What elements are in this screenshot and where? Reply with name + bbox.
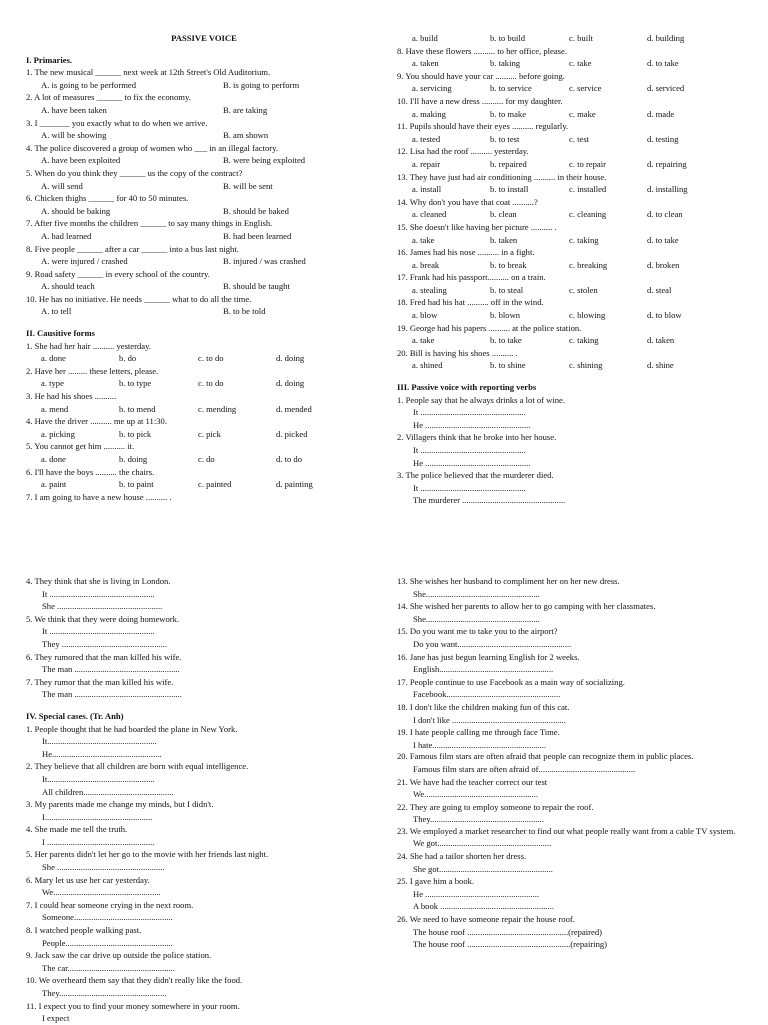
answer-line: The murderer ................................................ — [413, 495, 566, 506]
option-label: a. stealing — [412, 284, 447, 295]
option-label: c. pick — [198, 428, 221, 439]
option-row — [26, 79, 382, 92]
answer-line: All children.......................................... — [42, 786, 174, 797]
option-row — [397, 309, 747, 322]
option-row — [397, 359, 747, 372]
question-text: 7. They rumor that the man killed his wife. — [26, 676, 174, 687]
option-label: d. repairing — [647, 158, 687, 169]
section-3-list — [397, 394, 747, 507]
option-label: a. paint — [41, 479, 67, 490]
option-label: a. done — [41, 353, 66, 364]
option-label: c. to do — [198, 353, 224, 364]
option-label: b. do — [119, 353, 137, 364]
answer-line: It ................................................. — [413, 482, 526, 493]
option-label: c. taking — [569, 234, 599, 245]
option-label: d. to blow — [647, 310, 682, 321]
answer-line: Facebook..................................................... — [413, 689, 561, 700]
question-text: 11. Pupils should have their eyes .......... regularly. — [397, 121, 569, 132]
option-row — [26, 453, 382, 466]
answer-line: I .................................................. — [42, 836, 155, 847]
option-label: d. steal — [647, 284, 672, 295]
option-label: c. installed — [569, 184, 607, 195]
option-label: d. building — [647, 33, 685, 43]
option-row — [26, 104, 382, 117]
answer-line: She..................................................... — [413, 588, 540, 599]
option-row — [397, 32, 747, 45]
option-label: a. servicing — [412, 83, 452, 94]
question-text: 7. I could hear someone crying in the next room. — [26, 899, 194, 910]
question-text: 5. When do you think they ______ us the copy of the contract? — [26, 167, 243, 178]
option-label: b. to make — [490, 108, 527, 119]
question-text: 19. George had his papers .......... at the police station. — [397, 322, 582, 333]
question-text: 9. Jack saw the car drive up outside the police station. — [26, 950, 212, 961]
option-label: b. to test — [490, 133, 520, 144]
option-label: b. blown — [490, 310, 521, 321]
answer-line: She got..................................................... — [413, 863, 553, 874]
option-label: c. blowing — [569, 310, 606, 321]
answer-line: People.................................................. — [42, 937, 173, 948]
question-text: 16. Jane has just begun learning English for 2 weeks. — [397, 651, 580, 662]
answer-line: A book ..................................................... — [413, 901, 555, 912]
answer-line: We..................................................... — [413, 789, 539, 800]
option-label: c. stolen — [569, 284, 598, 295]
option-row — [26, 478, 382, 491]
option-label: b. taking — [490, 58, 521, 69]
option-row — [397, 334, 747, 347]
option-row — [26, 255, 382, 268]
option-label: c. painted — [198, 479, 232, 490]
option-row — [26, 352, 382, 365]
question-text: 2. A lot of measures ______ to fix the economy. — [26, 92, 191, 103]
option-label: d. to take — [647, 234, 679, 245]
question-text: 13. They have just had air conditioning .......... in their house. — [397, 171, 607, 182]
question-text: 4. The police discovered a group of women who ___ in an illegal factory. — [26, 142, 279, 153]
answer-line: He................................................... — [42, 748, 162, 759]
option-label: A. will be showing — [41, 130, 107, 141]
option-label: b. to mend — [119, 403, 156, 414]
option-row — [26, 180, 382, 193]
question-text: 18. Fred had his hat .......... off in the wind. — [397, 297, 544, 308]
question-text: 3. The police believed that the murderer died. — [397, 470, 554, 481]
option-label: a. type — [41, 378, 64, 389]
option-label: a. blow — [412, 310, 438, 321]
option-label: d. to clean — [647, 209, 683, 220]
option-label: b. to build — [490, 33, 526, 43]
section-1-heading: I. Primaries. — [26, 54, 73, 65]
answer-line: I hate..................................................... — [413, 739, 547, 750]
option-row — [26, 205, 382, 218]
section-1-list — [26, 66, 382, 318]
option-label: B. injured / was crashed — [223, 256, 306, 267]
option-label: A. to tell — [41, 306, 72, 317]
question-text: 5. We think that they were doing homework. — [26, 613, 180, 624]
option-label: d. installing — [647, 184, 688, 195]
option-label: A. will send — [41, 180, 83, 191]
option-row — [26, 305, 382, 318]
option-label: B. should be baked — [223, 205, 289, 216]
question-text: 3. My parents made me change my minds, but I didn't. — [26, 799, 214, 810]
option-label: b. clean — [490, 209, 517, 220]
option-label: c. to do — [198, 378, 224, 389]
option-label: b. to pick — [119, 428, 152, 439]
option-label: d. to do — [276, 454, 303, 464]
question-text: 16. James had his nose .......... in a fight. — [397, 247, 535, 258]
option-label: B. to be told — [223, 306, 266, 317]
option-label: c. do — [198, 454, 215, 464]
option-label: c. breaking — [569, 259, 608, 270]
question-text: 26. We need to have someone repair the house roof. — [397, 914, 575, 925]
option-label: A. have been taken — [41, 104, 107, 115]
answer-line: We.................................................. — [42, 887, 161, 898]
option-label: a. taken — [412, 58, 439, 69]
question-text: 8. Have these flowers .......... to her office, please. — [397, 45, 567, 56]
answer-line: She..................................................... — [413, 613, 540, 624]
question-20: 20. Famous film stars are often afraid that people can recognize them in public places. — [397, 751, 694, 762]
option-label: d. to take — [647, 58, 679, 69]
question-text: 10. I'll have a new dress .......... for my daughter. — [397, 95, 563, 106]
question-text: 4. Have the driver .......... me up at 11:30. — [26, 416, 167, 427]
lower-left-exercises — [26, 575, 382, 701]
question-text: 21. We have had the teacher correct our test — [397, 776, 548, 787]
option-label: A. is going to be performed — [41, 79, 136, 90]
option-label: b. to service — [490, 83, 532, 94]
option-label: B. are taking — [223, 104, 268, 115]
question-text: 10. He has no initiative. He needs ______ what to do all the time. — [26, 293, 252, 304]
option-label: a. take — [412, 335, 435, 346]
option-label: A. have been exploited — [41, 155, 121, 166]
option-row — [397, 82, 747, 95]
question-text: 6. They rumored that the man killed his wife. — [26, 651, 182, 662]
question-text: 10. We overheard them say that they didn't really like the food. — [26, 975, 243, 986]
question-text: 4. They think that she is living in London. — [26, 576, 171, 586]
option-row — [397, 183, 747, 196]
option-label: A. should teach — [41, 281, 95, 292]
option-row — [397, 108, 747, 121]
option-label: c. test — [569, 133, 590, 144]
option-row — [397, 133, 747, 146]
answer-line: They..................................................... — [413, 814, 544, 825]
question-text: 14. Why don't you have that coat ..........? — [397, 196, 538, 207]
section-2-list — [26, 340, 382, 491]
option-label: d. doing — [276, 353, 305, 364]
answer-line: It ................................................. — [42, 588, 155, 599]
option-row — [26, 377, 382, 390]
section-2-heading: II. Causitive forms — [26, 328, 95, 339]
option-row — [397, 57, 747, 70]
option-row — [397, 234, 747, 247]
option-row — [26, 129, 382, 142]
option-label: a. shined — [412, 360, 443, 371]
lower-left-column — [26, 575, 382, 1025]
option-label: a. picking — [41, 428, 75, 439]
question-text: 17. People continue to use Facebook as a main way of socializing. — [397, 676, 625, 687]
option-label: a. tested — [412, 133, 441, 144]
question-text: 7. After five months the children ______ to say many things in English. — [26, 218, 273, 229]
option-row — [397, 284, 747, 297]
question-text: 13. She wishes her husband to compliment her on her new dress. — [397, 576, 620, 586]
answer-line: I expect — [42, 1013, 70, 1024]
section-2-continued-list — [397, 45, 747, 372]
question-text: 15. She doesn't like having her picture .......... . — [397, 221, 557, 232]
option-label: d. broken — [647, 259, 680, 270]
option-label: d. taken — [647, 335, 675, 346]
answer-line: The man .................................................. — [42, 689, 182, 700]
option-label: c. mending — [198, 403, 237, 414]
option-label: d. made — [647, 108, 675, 119]
option-label: b. to install — [490, 184, 529, 195]
option-label: c. cleaning — [569, 209, 607, 220]
answer-line: She .................................................. — [42, 862, 165, 873]
question-text: 6. Mary let us use her car yesterday. — [26, 874, 150, 885]
question-text: 2. Have her ......... these letters, please. — [26, 365, 159, 376]
question-text: 5. You cannot get him .......... it. — [26, 441, 135, 452]
answer-line: She ................................................. — [42, 601, 163, 612]
option-label: c. taking — [569, 335, 599, 346]
question-text: 19. I hate people calling me through face Time. — [397, 727, 560, 738]
option-row — [397, 158, 747, 171]
question-text: 12. Lisa had the roof .......... yesterday. — [397, 146, 529, 157]
option-label: d. painting — [276, 479, 313, 490]
option-label: c. to repair — [569, 158, 606, 169]
answer-line: The car.................................................. — [42, 962, 175, 973]
answer-line: English..................................................... — [413, 664, 554, 675]
option-row — [26, 403, 382, 416]
option-label: A. should be baking — [41, 205, 111, 216]
upper-left-column — [26, 32, 382, 503]
question-text: 24. She had a tailor shorten her dress. — [397, 851, 527, 862]
answer-line: It ................................................. — [42, 626, 155, 637]
answer-line: Do you want..................................................... — [413, 638, 572, 649]
option-label: a. break — [412, 259, 440, 270]
question-text: 22. They are going to employ someone to repair the roof. — [397, 801, 594, 812]
option-label: b. to take — [490, 335, 522, 346]
answer-line: I don't like ..................................................... — [413, 714, 566, 725]
question-text: 25. I gave him a book. — [397, 876, 475, 887]
option-row — [26, 230, 382, 243]
option-label: b. taken — [490, 234, 518, 245]
answer-line: Famous film stars are often afraid of............................................. — [413, 763, 636, 774]
option-label: c. service — [569, 83, 602, 94]
option-label: A. were injured / crashed — [41, 256, 128, 267]
option-label: a. take — [412, 234, 435, 245]
answer-line: He ................................................. — [413, 419, 531, 430]
option-label: a. install — [412, 184, 442, 195]
option-label: b. to steal — [490, 284, 524, 295]
option-label: d. mended — [276, 403, 312, 414]
question-text: 4. She made me tell the truth. — [26, 824, 128, 835]
question-text: 1. People thought that he had boarded the plane in New York. — [26, 723, 238, 734]
question-text: 1. The new musical ______ next week at 12th Street's Old Auditorium. — [26, 67, 271, 78]
option-label: d. picked — [276, 428, 308, 439]
option-row — [26, 280, 382, 293]
section-4-list — [26, 723, 382, 1025]
option-label: a. build — [412, 33, 438, 43]
lower-right-exercises-b — [397, 763, 747, 826]
option-label: B. am shown — [223, 130, 269, 141]
section-4-heading: IV. Special cases. (Tr. Anh) — [26, 710, 124, 721]
question-text: 18. I don't like the children making fun of this cat. — [397, 701, 570, 712]
section-2-last-question: 7. I am going to have a new house .......... . — [26, 491, 172, 502]
answer-line: It................................................... — [42, 736, 157, 747]
upper-right-column — [397, 32, 747, 507]
option-label: a. mend — [41, 403, 69, 414]
option-label: c. make — [569, 108, 596, 119]
lower-right-exercises-c — [397, 837, 747, 950]
lower-right-exercises-a — [397, 575, 747, 751]
question-text: 2. Villagers think that he broke into her house. — [397, 432, 557, 443]
option-row — [26, 154, 382, 167]
option-row — [397, 259, 747, 272]
question-text: 8. I watched people walking past. — [26, 925, 142, 936]
option-label: a. done — [41, 454, 66, 464]
answer-line: Someone.............................................. — [42, 912, 173, 923]
option-label: b. to type — [119, 378, 152, 389]
option-row — [397, 208, 747, 221]
option-label: B. should be taught — [223, 281, 290, 292]
question-23: 23. We employed a market researcher to find out what people really want from a cable TV system. — [397, 825, 736, 836]
option-label: B. were being exploited — [223, 155, 306, 166]
section-3-heading: III. Passive voice with reporting verbs — [397, 382, 537, 393]
answer-line: It.................................................. — [42, 773, 155, 784]
answer-line: It ................................................. — [413, 445, 526, 455]
answer-line: They ................................................. — [42, 638, 168, 649]
question-text: 6. Chicken thighs ______ for 40 to 50 minutes. — [26, 193, 189, 204]
lower-right-column — [397, 575, 747, 951]
option-label: d. doing — [276, 378, 305, 389]
answer-line: We got..................................................... — [413, 838, 552, 849]
answer-line: The man ................................................. — [42, 664, 180, 675]
question-text: 1. People say that he always drinks a lot of wine. — [397, 394, 566, 405]
option-label: b. to break — [490, 259, 527, 270]
question-text: 6. I'll have the boys .......... the chairs. — [26, 466, 155, 477]
question-text: 9. Road safety ______ in every school of the country. — [26, 268, 210, 279]
question-text: 8. Five people ______ after a car ______ into a bus last night. — [26, 243, 239, 254]
question-text: 3. I _______ you exactly what to do when we arrive. — [26, 117, 208, 128]
answer-line: He ..................................................... — [413, 888, 540, 899]
option-label: d. testing — [647, 133, 679, 144]
question-text: 15. Do you want me to take you to the airport? — [397, 626, 558, 637]
question-text: 20. Bill is having his shoes .......... . — [397, 347, 518, 358]
option-label: b. repaired — [490, 158, 527, 169]
option-label: d. serviced — [647, 83, 685, 94]
answer-line: I.................................................. — [42, 811, 153, 822]
question-text: 3. He had his shoes .......... — [26, 391, 117, 402]
option-label: B. is going to perform — [223, 79, 300, 90]
answer-line: He ................................................. — [413, 457, 531, 468]
option-label: b. to shine — [490, 360, 526, 371]
option-label: c. take — [569, 58, 592, 69]
answer-line: They.................................................. — [42, 988, 167, 998]
option-label: B. had been learned — [223, 230, 292, 241]
question-text: 11. I expect you to find your money somewhere in your room. — [26, 1000, 240, 1011]
option-label: d. shine — [647, 360, 674, 371]
option-label: a. making — [412, 108, 446, 119]
option-label: b. doing — [119, 454, 148, 464]
question-text: 2. They believe that all children are born with equal intelligence. — [26, 761, 249, 772]
page-title: PASSIVE VOICE — [171, 33, 237, 43]
question-text: 1. She had her hair .......... yesterday. — [26, 340, 151, 351]
answer-line: The house roof ................................................(repairing) — [413, 939, 608, 950]
option-label: c. shining — [569, 360, 603, 371]
option-label: b. to paint — [119, 479, 154, 490]
option-label: a. cleaned — [412, 209, 447, 220]
question-text: 17. Frank had his passport.......... on a train. — [397, 272, 546, 283]
option-label: B. will be sent — [223, 180, 273, 191]
option-label: c. built — [569, 33, 593, 43]
option-label: a. repair — [412, 158, 441, 169]
question-text: 9. You should have your car .......... before going. — [397, 70, 565, 81]
question-text: 5. Her parents didn't let her go to the movie with her friends last night. — [26, 849, 269, 860]
answer-line: The house roof ...............................................(repaired) — [413, 926, 603, 937]
option-row — [26, 428, 382, 441]
option-label: A. had learned — [41, 230, 92, 241]
question-text: 14. She wished her parents to allow her to go camping with her classmates. — [397, 601, 656, 612]
answer-line: It ................................................. — [413, 407, 526, 418]
